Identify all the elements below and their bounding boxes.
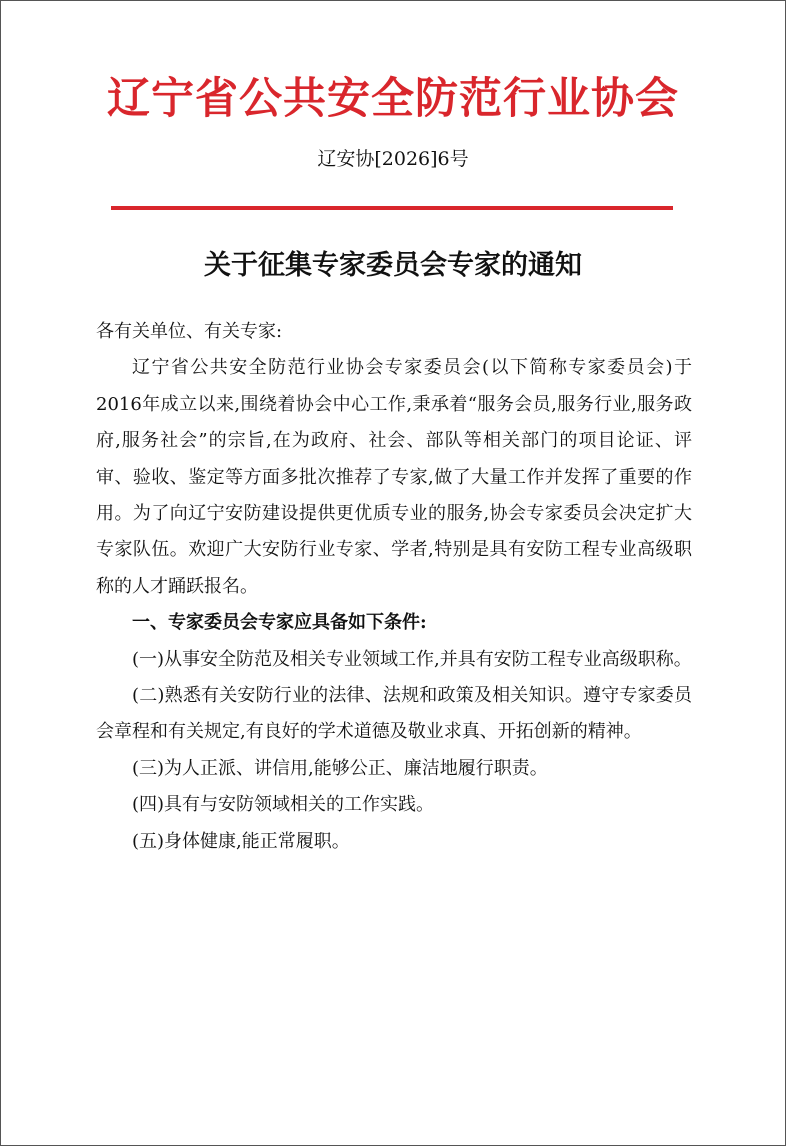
notice-body: [96, 314, 692, 860]
condition-item-3: (三)为人正派、讲信用,能够公正、廉洁地履行职责。: [132, 757, 548, 779]
red-divider-line: [111, 206, 673, 210]
section-heading-conditions: 一、专家委员会专家应具备如下条件:: [132, 612, 427, 634]
condition-item-5: (五)身体健康,能正常履职。: [132, 830, 350, 852]
condition-item-4: (四)具有与安防领域相关的工作实践。: [132, 794, 435, 816]
organization-title: 辽宁省公共安全防范行业协会: [107, 74, 679, 124]
intro-paragraph: 辽宁省公共安全防范行业协会专家委员会(以下简称专家委员会)于2016年成立以来,围绕着协会中心工作,秉承着“服务会员,服务行业,服务政府,服务社会”的宗旨,在为政府、社会、部队等相关部门的项目论证、评审、验收、鉴定等方面多批次推荐了专家,做了大量工作并发挥了重要的作用。为了向辽宁安防建设提供更优质专业的服务,协会专家委员会决定扩大专家队伍。欢迎广大安防行业专家、学者,特别是具有安防工程专业高级职称的人才踊跃报名。: [96, 357, 692, 597]
notice-title: 关于征集专家委员会专家的通知: [204, 250, 582, 281]
condition-item-2: (二)熟悉有关安防行业的法律、法规和政策及相关知识。遵守专家委员会章程和有关规定,有良好的学术道德及敬业求真、开拓创新的精神。: [96, 685, 692, 743]
condition-item-1: (一)从事安全防范及相关专业领域工作,并具有安防工程专业高级职称。: [132, 648, 692, 670]
document-number: 辽安协[2026]6号: [317, 148, 469, 170]
salutation: 各有关单位、有关专家:: [96, 321, 283, 342]
